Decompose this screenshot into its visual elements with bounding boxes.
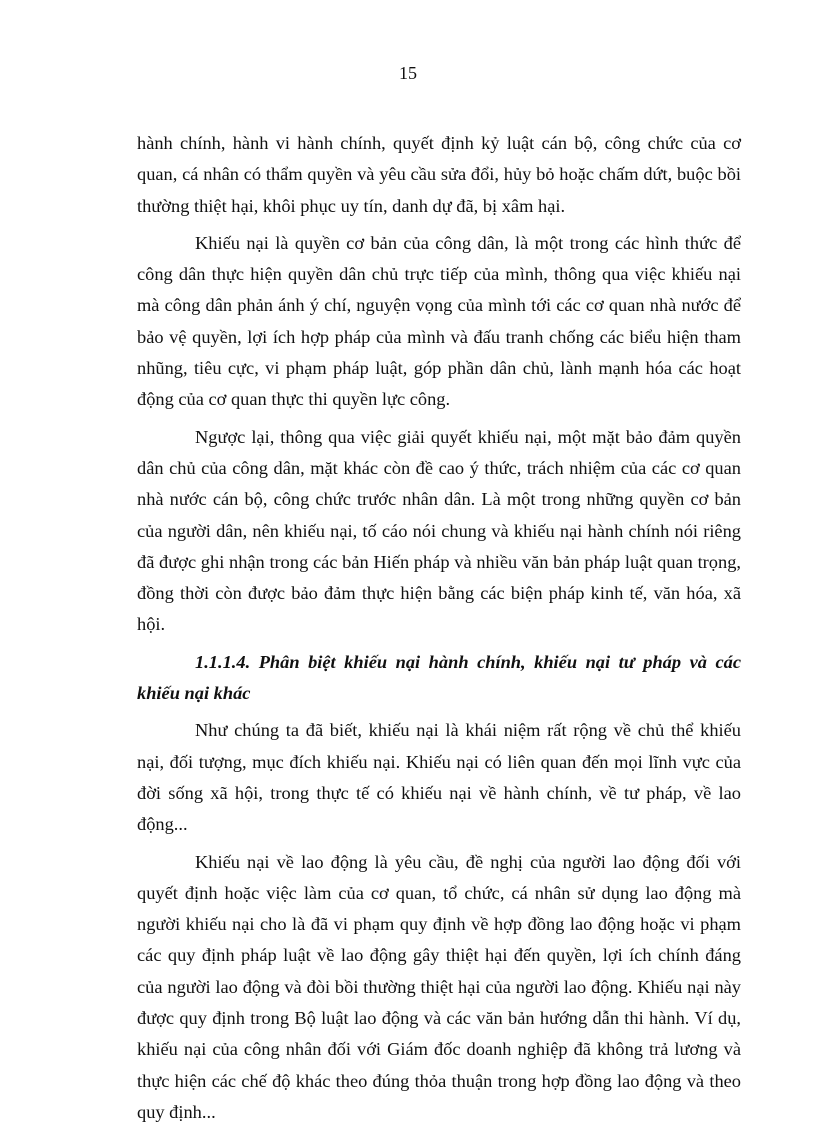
paragraph-complaint-scope: Như chúng ta đã biết, khiếu nại là khái niệm rất rộng về chủ thể khiếu nại, đối tượng, mục đích khiếu nại. Khiếu nại có liên quan đến mọi lĩnh vực của đời sống xã hội, trong thực tế có khiếu nại về hành chính, về tư pháp, về lao động... (137, 720, 741, 835)
paragraph-complaint-resolution: Ngược lại, thông qua việc giải quyết khiếu nại, một mặt bảo đảm quyền dân chủ của công dân, mặt khác còn đề cao ý thức, trách nhiệm của các cơ quan nhà nước cán bộ, công chức trước nhân dân. Là một trong những quyền cơ bản của người dân, nên khiếu nại, tố cáo nói chung và khiếu nại hành chính nói riêng đã được ghi nhận trong các bản Hiến pháp và nhiều văn bản pháp luật quan trọng, đồng thời còn được bảo đảm thực hiện bằng các biện pháp kinh tế, văn hóa, xã hội. (137, 426, 741, 635)
section-heading: 1.1.1.4. Phân biệt khiếu nại hành chính, khiếu nại tư pháp và các khiếu nại khác (137, 651, 741, 704)
paragraph-continuation: hành chính, hành vi hành chính, quyết định kỷ luật cán bộ, công chức của cơ quan, cá nhân có thẩm quyền và yêu cầu sửa đổi, hủy bỏ hoặc chấm dứt, buộc bồi thường thiệt hại, khôi phục uy tín, danh dự đã, bị xâm hại. (137, 133, 741, 216)
document-body (137, 128, 741, 1134)
page-number: 15 (399, 63, 417, 83)
paragraph-labor-complaint: Khiếu nại về lao động là yêu cầu, đề nghị của người lao động đối với quyết định hoặc việc làm của cơ quan, tổ chức, cá nhân sử dụng lao động mà người khiếu nại cho là đã vi phạm quy định về hợp đồng lao động hoặc vi phạm các quy định pháp luật về lao động gây thiệt hại đến quyền, lợi ích chính đáng của người lao động và đòi bồi thường thiệt hại của người lao động. Khiếu nại này được quy định trong Bộ luật lao động và các văn bản hướng dẫn thi hành. Ví dụ, khiếu nại của công nhân đối với Giám đốc doanh nghiệp đã không trả lương và thực hiện các chế độ khác theo đúng thỏa thuận trong hợp đồng lao động và theo quy định... (137, 851, 741, 1122)
paragraph-complaint-right: Khiếu nại là quyền cơ bản của công dân, là một trong các hình thức để công dân thực hiện quyền dân chủ trực tiếp của mình, thông qua việc khiếu nại mà công dân phản ánh ý chí, nguyện vọng của mình tới các cơ quan nhà nước để bảo vệ quyền, lợi ích hợp pháp của mình và đấu tranh chống các biểu hiện tham nhũng, tiêu cực, vi phạm pháp luật, góp phần dân chủ, lành mạnh hóa các hoạt động của cơ quan thực thi quyền lực công. (137, 232, 741, 410)
